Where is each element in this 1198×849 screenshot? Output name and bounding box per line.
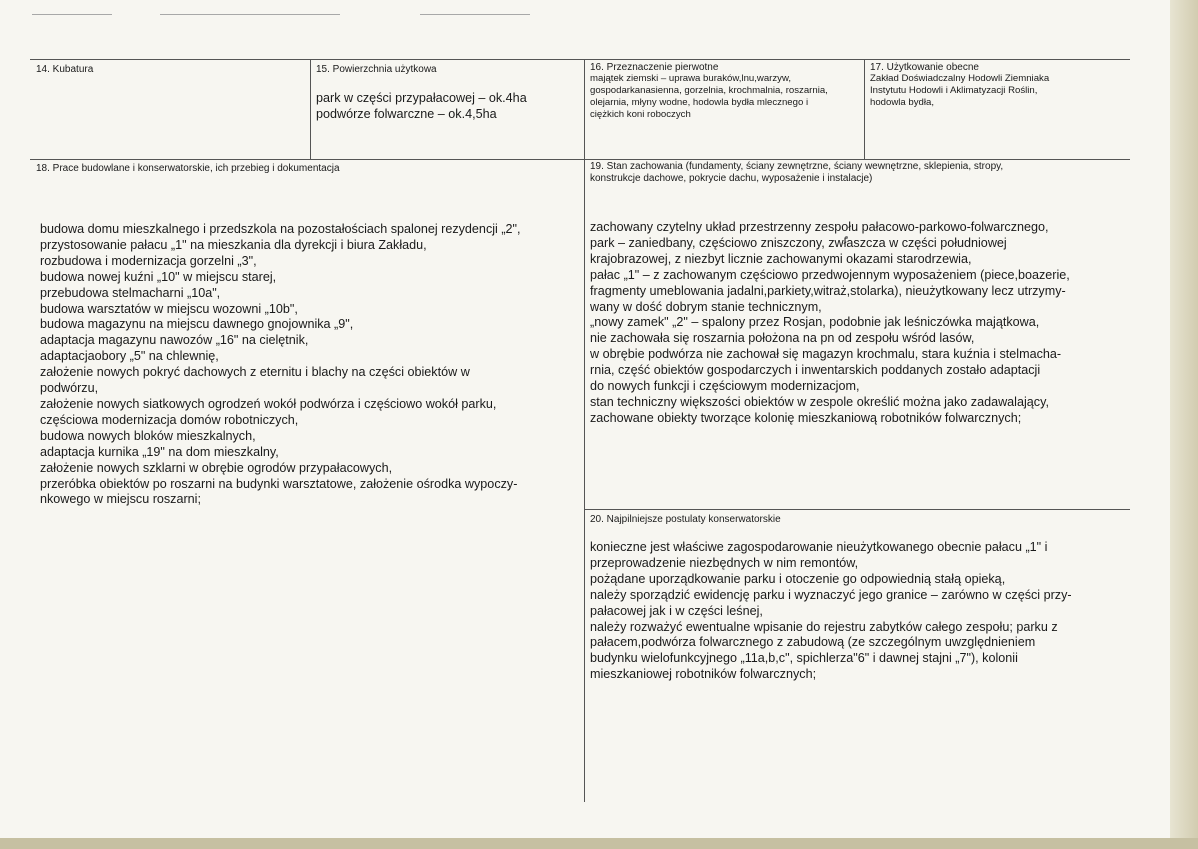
field-19-line: fragmenty umeblowania jadalni,parkiety,witraż,stolarka), nieużytkowany lecz utrzymy- [590,283,1066,298]
field-16-label: 16. Przeznaczenie pierwotne [590,62,719,73]
field-19-line: rnia, część obiektów gospodarczych i inwentarskich poddanych zostało adaptacji [590,363,1041,378]
field-18-line: budowa magazynu na miejscu dawnego gnojownika „9", [40,317,354,332]
field-19-line: stan techniczny większości obiektów w zespole określić można jako zadawalający, [590,394,1049,409]
field-18-line: budowa domu mieszkalnego i przedszkola na pozostałościach spalonej rezydencji „2", [40,222,521,236]
field-20-line: pałacowej jak i w części leśnej, [590,603,763,618]
field-20-line: pałacem,podwórza folwarcznego z zabudową (ze szczególnym uwzględnieniem [590,635,1036,650]
field-20-line: konieczne jest właściwe zagospodarowanie nieużytkowanego obecnie pałacu „1" i [590,540,1048,554]
field-15-line: park w części przypałacowej – ok.4ha [316,91,527,105]
field-18-line: częściowa modernizacja domów robotniczych, [40,412,299,427]
field-20-line: należy sporządzić ewidencję parku i wyznaczyć jego granice – zarówno w części przy- [590,587,1072,602]
field-15-value [316,91,527,123]
field-19-value [590,220,1070,427]
field-20-line: pożądane uporządkowanie parku i otoczenie go odpowiednią stałą opieką, [590,571,1006,586]
field-18-line: adaptacjaobory „5" na chlewnię, [40,349,219,364]
field-19-line: w obrębie podwórza nie zachował się magazyn krochmalu, stara kuźnia i stelmacha- [590,347,1062,362]
field-16-line: ciężkich koni roboczych [590,109,691,120]
paper-bottom-edge [0,838,1198,849]
field-18-line: przeróbka obiektów po roszarni na budynki warsztatowe, założenie ośrodka wypoczy- [40,476,518,491]
field-19-label [590,161,1003,185]
field-19-line: do nowych funkcji i częściowym modernizacjom, [590,379,860,394]
field-19-label-line: konstrukcje dachowe, pokrycie dachu, wyposażenie i instalacje) [590,173,873,184]
field-18-line: rozbudowa i modernizacja gorzelni „3", [40,253,257,268]
field-20-line: należy rozważyć ewentualne wpisanie do rejestru zabytków całego zespołu; parku z [590,619,1058,634]
grid-line-top [30,59,1130,60]
field-18-line: przebudowa stelmacharni „10a", [40,285,221,300]
paper-edge [1170,0,1198,849]
field-18-line: budowa nowej kuźni „10" w miejscu starej, [40,269,277,284]
field-20-line: przeprowadzenie niezbędnych w nim remontów, [590,555,859,570]
pencil-mark [420,14,530,15]
field-18-line: założenie nowych pokryć dachowych z eternitu i blachy na części obiektów w [40,365,470,380]
field-18-line: adaptacja magazynu nawozów „16" na cielętnik, [40,333,309,348]
grid-line-right-split [584,509,1130,510]
grid-col-14-15 [310,59,311,159]
field-19-line: wany w dość dobrym stanie technicznym, [590,299,822,314]
field-18-line: podwórzu, [40,381,99,396]
field-20-value [590,540,1072,683]
field-18-line: przystosowanie pałacu „1" na mieszkania dla dyrekcji i biura Zakładu, [40,237,427,252]
field-19-line: nie zachowała się roszarnia położona na pn od zespołu wśród lasów, [590,331,975,346]
field-16-line: olejarnia, młyny wodne, hodowla bydła mlecznego i [590,97,809,108]
field-17-line: hodowla bydła, [870,97,935,108]
field-18-value [40,222,521,508]
field-18-line: założenie nowych siatkowych ogrodzeń wokół podwórza i częściowo wokół parku, [40,396,497,411]
field-15-line: podwórze folwarczne – ok.4,5ha [316,106,497,121]
field-18-line: założenie nowych szklarni w obrębie ogrodów przypałacowych, [40,460,393,475]
field-16-value [590,73,828,121]
field-19-label-line: 19. Stan zachowania (fundamenty, ściany zewnętrzne, ściany wewnętrzne, sklepienia, stropy, [590,161,1004,172]
field-18-line: budowa warsztatów w miejscu wozowni „10b", [40,301,298,316]
field-17-line: Instytutu Hodowli i Aklimatyzacji Roślin, [870,85,1038,96]
field-20-label: 20. Najpilniejsze postulaty konserwatorskie [590,514,781,525]
field-19-line: pałac „1" – z zachowanym częściowo przedwojennym wyposażeniem (piece,boazerie, [590,267,1070,282]
field-16-line: majątek ziemski – uprawa buraków,lnu,warzyw, [590,73,792,84]
field-18-label: 18. Prace budowlane i konserwatorskie, ich przebieg i dokumentacja [36,163,340,174]
grid-col-center [584,59,585,802]
grid-line-row1 [30,159,1130,160]
field-19-line: krajobrazowej, z niezbyt licznie zachowanymi okazami starodrzewia, [590,251,972,266]
field-19-line: zachowane obiekty tworzące kolonię mieszkaniową robotników folwarcznych; [590,410,1022,425]
field-17-label: 17. Użytkowanie obecne [870,62,979,73]
field-14-label: 14. Kubatura [36,64,94,75]
field-15-label: 15. Powierzchnia użytkowa [316,64,437,75]
field-17-line: Zakład Doświadczalny Hodowli Ziemniaka [870,73,1050,84]
field-19-line: zachowany czytelny układ przestrzenny zespołu pałacowo-parkowo-folwarcznego, [590,220,1049,234]
field-18-line: budowa nowych bloków mieszkalnych, [40,428,256,443]
pencil-mark [32,14,112,15]
field-18-line: adaptacja kurnika „19" na dom mieszkalny, [40,444,279,459]
field-17-value [870,73,1049,109]
field-20-line: mieszkaniowej robotników folwarcznych; [590,667,817,682]
field-16-line: gospodarkanasienna, gorzelnia, krochmalnia, roszarnia, [590,85,828,96]
field-19-line: park – zaniedbany, częściowo zniszczony, zwłaszcza w części południowej [590,235,1007,250]
field-18-line: nkowego w miejscu roszarni; [40,492,201,507]
grid-col-16-17 [864,59,865,159]
field-20-line: budynku wielofunkcyjnego „11a,b,c", spichlerza"6" i dawnej stajni „7"), kolonii [590,651,1018,666]
field-19-line: „nowy zamek" „2" – spalony przez Rosjan, podobnie jak leśniczówka majątkowa, [590,315,1040,330]
pencil-mark [160,14,340,15]
